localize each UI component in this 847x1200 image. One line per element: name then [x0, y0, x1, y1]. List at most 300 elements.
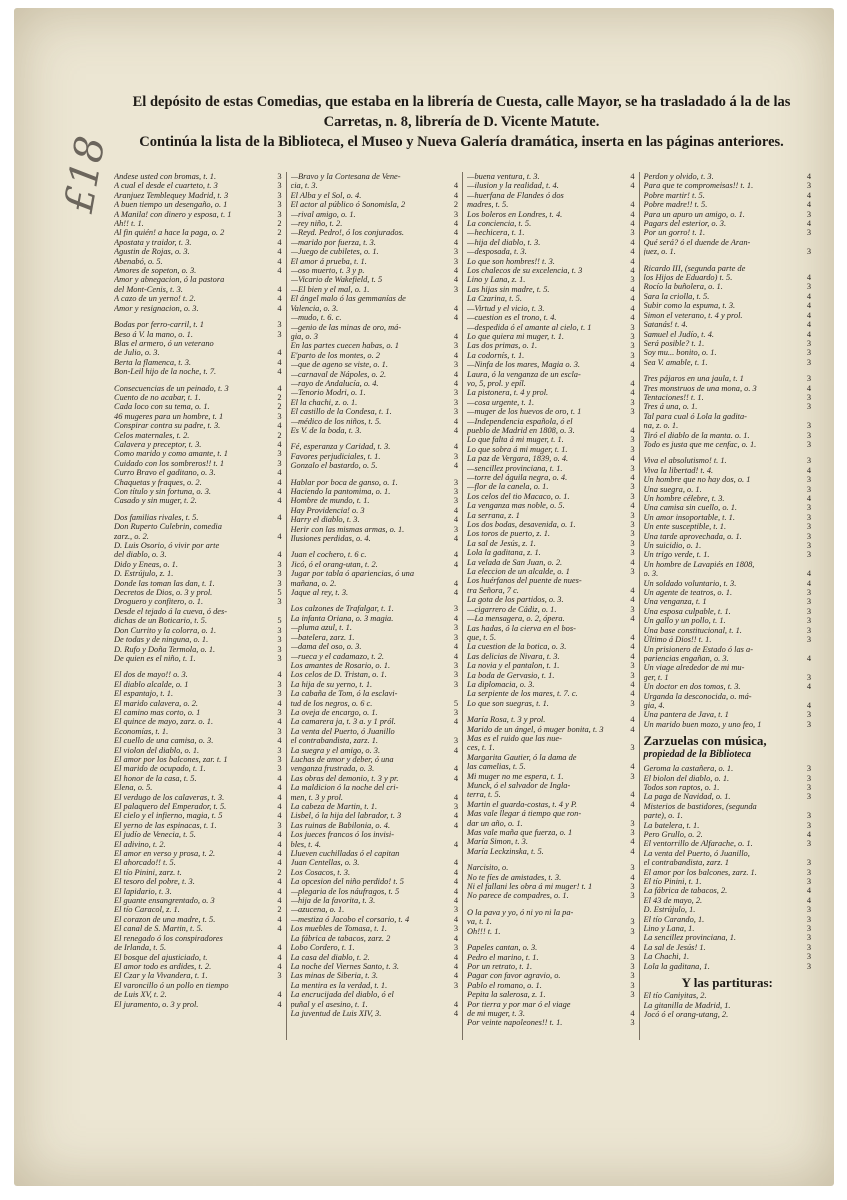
- entry-title: pueblo de Madrid en 1808, o. 3.: [467, 425, 575, 435]
- entry-number: 3: [630, 331, 635, 341]
- entry-title: del Mont-Cenis, t. 3.: [114, 284, 183, 294]
- catalog-entry: [291, 764, 459, 773]
- catalog-entry: [114, 320, 282, 329]
- entry-title: que, t. 5.: [467, 632, 497, 642]
- catalog-entry: [644, 597, 812, 606]
- catalog-entry: [114, 402, 282, 411]
- entry-title: Los jueces francos ó los invisi-: [290, 830, 395, 840]
- entry-title: Con título y sin fortuna, o. 3.: [114, 487, 212, 496]
- entry-title: Tal para cual ó Lola la gadita-: [643, 411, 747, 421]
- entry-number: 4: [277, 886, 282, 896]
- catalog-entry: [467, 294, 635, 303]
- catalog-columns: [110, 172, 815, 1040]
- entry-title: Soy mu... bonito, o. 1.: [643, 348, 717, 358]
- entry-number: 4: [453, 745, 458, 755]
- catalog-entry: [114, 953, 282, 962]
- catalog-entry: [467, 943, 635, 952]
- catalog-entry: [644, 802, 812, 811]
- entry-number: 4: [630, 557, 635, 567]
- catalog-entry: [467, 1018, 635, 1027]
- entry-number: 3: [277, 597, 282, 607]
- catalog-column-4: [640, 172, 816, 1040]
- entry-title: La paga de Navidad, o. 1.: [643, 792, 731, 802]
- catalog-entry: [467, 266, 635, 275]
- catalog-entry: [114, 924, 282, 933]
- entry-number: 3: [277, 707, 282, 717]
- group-gap: [467, 856, 635, 863]
- header-line-2: Carretas, n. 8, librería de D. Vicente Matute.: [323, 114, 600, 130]
- entry-title: —azucena, o. 1.: [290, 905, 345, 915]
- catalog-entry: [467, 285, 635, 294]
- entry-number: 4: [453, 181, 458, 191]
- entry-title: va, t. 1.: [467, 917, 492, 927]
- entry-number: 4: [630, 219, 635, 229]
- catalog-entry: [291, 550, 459, 559]
- catalog-entry: [291, 461, 459, 470]
- header-line-1: El depósito de estas Comedias, que estaba en la librería de Cuesta, calle Mayor, se ha trasladado á la de las: [132, 94, 791, 110]
- entry-title: El juramento, o. 3 y prol.: [114, 999, 199, 1009]
- catalog-entry: [291, 661, 459, 670]
- entry-title: Lobo Cordero, t. 1.: [290, 943, 355, 953]
- entry-title: Las hijas sin madre, t. 5.: [467, 284, 550, 294]
- entry-title: Los calzones de Trafalgar, t. 1.: [290, 604, 394, 614]
- entry-title: las camelias, t. 5.: [467, 762, 526, 772]
- catalog-entry: [114, 727, 282, 736]
- entry-number: 4: [453, 416, 458, 426]
- entry-number: 4: [453, 219, 458, 229]
- entry-title: La suegra y el amigo, o. 3.: [290, 745, 381, 755]
- entry-title: —Bravo y la Cortesana de Vene-: [290, 172, 401, 181]
- catalog-entry: [114, 367, 282, 376]
- entry-title: El tío Caracol, z. 1.: [114, 905, 180, 915]
- entry-number: 3: [630, 863, 635, 873]
- catalog-entry: [467, 407, 635, 416]
- entry-number: [808, 692, 811, 701]
- entry-number: 3: [806, 635, 811, 645]
- entry-number: 4: [630, 425, 635, 435]
- entry-title: Papeles cantan, o. 3.: [467, 943, 538, 953]
- entry-number: 4: [453, 651, 458, 661]
- catalog-entry: [114, 588, 282, 597]
- catalog-entry: [467, 908, 635, 917]
- entry-number: 4: [453, 534, 458, 544]
- catalog-entry: [467, 586, 635, 595]
- entry-title: El tío Pinini, t. 1.: [643, 877, 702, 887]
- entry-number: 4: [453, 331, 458, 341]
- entry-number: 3: [277, 200, 282, 210]
- entry-title: Último á Dios!! t. 1.: [643, 635, 712, 645]
- entry-title: Tres pájaros en una jaula, t. 1: [643, 374, 744, 384]
- entry-title: venganza frustrada, o. 3.: [290, 764, 375, 774]
- catalog-entry: [114, 468, 282, 477]
- catalog-entry: [644, 393, 812, 402]
- entry-title: Sara la criolla, t. 5.: [643, 291, 710, 301]
- entry-number: 3: [806, 402, 811, 412]
- catalog-entry: [291, 579, 459, 588]
- entry-title: El castillo de la Condesa, t. 1.: [290, 407, 392, 417]
- entry-title: —mudo, t. 6. c.: [290, 313, 342, 323]
- entry-title: los Hijos de Eduardo) t. 5.: [643, 273, 733, 283]
- entry-title: —torre del águila negra, o. 4.: [467, 473, 568, 482]
- catalog-entry: [291, 1009, 459, 1018]
- catalog-entry: [114, 210, 282, 219]
- entry-number: [279, 981, 282, 990]
- entry-title: La novia y el pantalon, t. 1.: [467, 661, 560, 671]
- catalog-entry: [467, 762, 635, 771]
- entry-title: Tiró el diablo de la manta. o. 1.: [643, 430, 750, 440]
- catalog-entry: [644, 358, 812, 367]
- entry-title: El tesoro del pobre, t. 3.: [114, 877, 195, 887]
- entry-title: Simon el veterano, t. 4 y prol.: [643, 310, 743, 320]
- entry-number: 3: [277, 458, 282, 468]
- entry-title: El tío Caniyitas, 2.: [643, 991, 707, 1001]
- entry-title: Laura, ó la venganza de un escla-: [467, 369, 581, 379]
- entry-title: Por un gorro! t. 1.: [643, 228, 706, 238]
- catalog-entry: [114, 981, 282, 990]
- catalog-entry: [467, 734, 635, 743]
- entry-title: La Czarina, t. 5.: [467, 294, 522, 304]
- catalog-entry: [644, 991, 812, 1000]
- entry-number: 3: [453, 388, 458, 398]
- entry-title: —ilusion y la realidad, t. 4.: [467, 181, 559, 191]
- entry-title: Un hombre célebre, t. 3.: [643, 494, 725, 503]
- entry-title: Andese usted con bromas, t. 1.: [114, 172, 217, 181]
- catalog-entry: [291, 971, 459, 980]
- catalog-entry: [114, 717, 282, 726]
- catalog-entry: [291, 802, 459, 811]
- entry-number: 3: [630, 538, 635, 548]
- catalog-entry: [114, 746, 282, 755]
- catalog-entry: [114, 905, 282, 914]
- entry-number: 3: [806, 877, 811, 887]
- catalog-entry: [644, 673, 812, 682]
- catalog-entry: [114, 384, 282, 393]
- catalog-entry: [644, 466, 812, 475]
- catalog-entry: [114, 616, 282, 625]
- entry-title: El marido de ocupado, t. 1.: [114, 764, 206, 774]
- entry-title: Lo que son hombres!! t. 3.: [467, 256, 555, 266]
- entry-title: Por un retrato, t. 1.: [467, 961, 533, 971]
- catalog-entry: [467, 837, 635, 846]
- entry-number: 3: [806, 522, 811, 532]
- entry-title: D. Luis Osorio, ó vivir por arte: [114, 541, 220, 551]
- catalog-entry: [114, 645, 282, 654]
- entry-number: [279, 607, 282, 616]
- catalog-entry: [291, 360, 459, 369]
- catalog-entry: [114, 934, 282, 943]
- entry-title: —Reyd. Pedro!, ó los conjurados.: [290, 228, 404, 238]
- entry-title: —muger de los huevos de oro, t. 1: [467, 407, 582, 417]
- entry-number: 2: [277, 905, 282, 915]
- catalog-entry: [291, 191, 459, 200]
- entry-title: La cabaña de Tom, ó la esclavi-: [290, 689, 398, 699]
- entry-title: Cada loco con su tema, o. 1.: [114, 402, 210, 412]
- entry-title: Hay Providencia! o. 3: [290, 505, 365, 515]
- catalog-entry: [467, 529, 635, 538]
- entry-number: 3: [453, 632, 458, 642]
- entry-title: No parece de compadres, o. 1.: [467, 891, 569, 901]
- entry-number: 3: [630, 771, 635, 781]
- entry-number: 3: [806, 247, 811, 257]
- entry-number: 3: [277, 635, 282, 645]
- partituras-list: [644, 991, 812, 1019]
- entry-number: 3: [630, 971, 635, 981]
- entry-title: Un hombre que no hay dos, o. 1: [643, 475, 751, 485]
- catalog-entry: [644, 330, 812, 339]
- catalog-entry: [467, 520, 635, 529]
- entry-number: 4: [277, 303, 282, 313]
- entry-number: 3: [630, 926, 635, 936]
- entry-number: 4: [806, 200, 811, 210]
- entry-number: 3: [806, 924, 811, 934]
- entry-number: 4: [453, 505, 458, 515]
- entry-number: 3: [806, 338, 811, 348]
- catalog-entry: [114, 440, 282, 449]
- catalog-entry: [644, 282, 812, 291]
- catalog-entry: [644, 868, 812, 877]
- entry-title: Una venganza, t. 1: [643, 597, 707, 607]
- catalog-entry: [114, 670, 282, 679]
- catalog-entry: [644, 1010, 812, 1019]
- catalog-entry: [114, 560, 282, 569]
- catalog-entry: [291, 924, 459, 933]
- entry-number: 3: [453, 707, 458, 717]
- entry-title: —Vicario de Wakefield, t. 5: [290, 275, 383, 285]
- catalog-entry: [644, 485, 812, 494]
- entry-title: María Rosa, t. 3 y prol.: [467, 715, 546, 725]
- catalog-entry: [644, 692, 812, 701]
- entry-title: bles, t. 4.: [290, 839, 321, 849]
- entry-number: 4: [630, 790, 635, 800]
- catalog-entry: [114, 736, 282, 745]
- catalog-entry: [291, 604, 459, 613]
- entry-title: gia, o. 3: [290, 331, 318, 341]
- entry-title: —cosa urgente, t. 1.: [467, 397, 535, 407]
- catalog-entry: [644, 456, 812, 465]
- catalog-entry: [114, 689, 282, 698]
- entry-title: ces, t. 1.: [467, 743, 495, 753]
- entry-title: Tres monstruos de una mona, o. 3: [643, 383, 757, 393]
- entry-title: Una tarde aprovechada, o. 1.: [643, 531, 742, 541]
- entry-number: 4: [806, 895, 811, 905]
- entry-number: 4: [453, 350, 458, 360]
- entry-number: 3: [453, 980, 458, 990]
- entry-number: 3: [630, 520, 635, 530]
- entry-number: 4: [806, 830, 811, 839]
- catalog-entry: [644, 494, 812, 503]
- entry-number: 3: [630, 482, 635, 492]
- catalog-entry: [467, 863, 635, 872]
- entry-title: Conspirar contra su padre, t. 3.: [114, 421, 221, 431]
- entry-number: 3: [630, 990, 635, 1000]
- entry-title: La casa del diablo, t. 2.: [290, 952, 370, 962]
- entry-number: 4: [806, 700, 811, 710]
- entry-title: Margarita Gautier, ó la dama de: [467, 752, 577, 762]
- catalog-entry: [291, 623, 459, 632]
- entry-number: 4: [277, 999, 282, 1009]
- entry-title: Hablar por boca de ganso, o. 1.: [290, 477, 398, 487]
- entry-number: [455, 990, 458, 999]
- entry-title: El varoncillo ó un pollo en tiempo: [114, 980, 229, 990]
- catalog-entry: [467, 304, 635, 313]
- catalog-entry: [114, 393, 282, 402]
- entry-title: D. Estrújulo, 1.: [643, 905, 696, 915]
- entry-title: La fábrica de tabacos, 2.: [643, 886, 728, 896]
- entry-number: 3: [277, 679, 282, 689]
- entry-number: [279, 522, 282, 531]
- catalog-entry: [644, 886, 812, 895]
- entry-number: 4: [277, 858, 282, 868]
- catalog-entry: [114, 247, 282, 256]
- entry-title: A Manila! con dinero y esposa, t. 1: [114, 209, 232, 219]
- entry-title: Consecuencias de un peinado, t. 3: [114, 383, 229, 393]
- entry-number: [808, 849, 811, 858]
- catalog-entry: [467, 238, 635, 247]
- entry-number: 4: [630, 454, 635, 464]
- catalog-entry: [114, 191, 282, 200]
- entry-title: En las partes cuecen habas, o. 1: [290, 341, 399, 351]
- catalog-entry: [291, 332, 459, 341]
- catalog-entry: [467, 257, 635, 266]
- catalog-entry: [467, 445, 635, 454]
- entry-number: 4: [630, 501, 635, 511]
- entry-number: 4: [453, 971, 458, 981]
- entry-number: 4: [453, 313, 458, 323]
- catalog-entry: [644, 191, 812, 200]
- entry-title: tra Señora, 7 c.: [467, 585, 519, 595]
- entry-title: ger, t. 1: [643, 672, 669, 682]
- entry-number: 4: [453, 867, 458, 877]
- entry-title: madres, t. 5.: [467, 200, 509, 210]
- catalog-entry: [114, 330, 282, 339]
- entry-title: La sal de Jesús, z. 1.: [467, 538, 536, 548]
- entry-number: 4: [277, 830, 282, 840]
- entry-number: 4: [630, 651, 635, 661]
- entry-title: Lo que falta á mi muger, t. 1.: [467, 435, 564, 445]
- entry-title: —La mensagera, o. 2, ópera.: [467, 614, 565, 624]
- entry-title: Ricardo III, (segunda parte de: [643, 263, 746, 273]
- entry-number: [632, 781, 635, 790]
- entry-number: 4: [806, 886, 811, 896]
- entry-title: —sencillez provinciana, t. 1.: [467, 463, 563, 473]
- group-gap: [114, 506, 282, 513]
- catalog-entry: [291, 934, 459, 943]
- entry-title: El ventorrillo de Alfarache, o. 1.: [643, 839, 753, 849]
- entry-number: 3: [630, 341, 635, 351]
- entry-number: 4: [630, 585, 635, 595]
- catalog-entry: [114, 990, 282, 999]
- entry-title: Valencia, o. 3.: [290, 303, 339, 313]
- entry-number: 3: [630, 397, 635, 407]
- catalog-entry: [291, 442, 459, 451]
- entry-number: 4: [277, 247, 282, 257]
- catalog-entry: [644, 635, 812, 644]
- entry-number: 3: [453, 477, 458, 487]
- entry-number: 3: [277, 569, 282, 579]
- entry-number: 3: [630, 463, 635, 473]
- entry-title: La venta del Puerto, ó Juanillo: [290, 726, 395, 736]
- group-gap: [467, 936, 635, 943]
- catalog-entry: [467, 435, 635, 444]
- entry-title: —buena ventura, t. 3.: [467, 172, 540, 181]
- catalog-entry: [291, 652, 459, 661]
- entry-title: La fábrica de tabacos, zarz. 2: [290, 933, 391, 943]
- catalog-entry: [644, 273, 812, 282]
- entry-number: 4: [453, 461, 458, 471]
- entry-title: 46 mugeres para un hombre, t. 1: [114, 411, 224, 421]
- catalog-entry: [291, 313, 459, 322]
- entry-title: Chaquetas y fraques, o. 2.: [114, 477, 202, 487]
- catalog-entry: [467, 473, 635, 482]
- catalog-entry: [114, 496, 282, 505]
- group-gap: [467, 901, 635, 908]
- entry-title: Una camisa sin cuello, o. 1.: [643, 503, 738, 513]
- catalog-entry: [467, 882, 635, 891]
- entry-number: 4: [277, 487, 282, 496]
- entry-number: 4: [630, 642, 635, 652]
- entry-number: 4: [453, 550, 458, 560]
- catalog-entry: [114, 755, 282, 764]
- catalog-entry: [114, 579, 282, 588]
- catalog-entry: [114, 971, 282, 980]
- catalog-entry: [114, 219, 282, 228]
- entry-number: 4: [630, 837, 635, 847]
- catalog-entry: [291, 172, 459, 181]
- catalog-entry: [291, 981, 459, 990]
- entry-title: Los dos bodas, desavenida, o. 1.: [467, 520, 576, 530]
- catalog-entry: [467, 819, 635, 828]
- entry-number: 3: [277, 644, 282, 654]
- entry-title: Los chalecos de su excelencia, t. 3: [467, 266, 583, 276]
- entry-number: 2: [277, 228, 282, 238]
- entry-title: La diplomacia, o. 3.: [467, 679, 535, 689]
- entry-title: La paz de Vergara, 1839, o. 4.: [467, 454, 569, 464]
- entry-title: —pluma azul, t. 1.: [290, 623, 352, 633]
- entry-title: Un soldado voluntario, t. 3.: [643, 578, 737, 588]
- entry-number: 4: [630, 237, 635, 247]
- catalog-entry: [644, 792, 812, 801]
- catalog-entry: [291, 200, 459, 209]
- entry-number: [808, 560, 811, 569]
- catalog-entry: [291, 717, 459, 726]
- catalog-entry: [644, 933, 812, 942]
- entry-number: 4: [453, 559, 458, 569]
- entry-title: de Julio, o. 3.: [114, 348, 160, 358]
- entry-title: El ángel malo ó las gemmanías de: [290, 294, 406, 304]
- entry-number: 4: [630, 724, 635, 734]
- entry-title: Los amantes de Rosario, o. 1.: [290, 660, 391, 670]
- entry-title: La hija de su yerno, t. 1.: [290, 679, 373, 689]
- entry-number: 4: [277, 512, 282, 522]
- entry-title: Ah!! t. 1.: [114, 219, 144, 229]
- entry-number: 3: [277, 971, 282, 981]
- entry-number: 4: [630, 679, 635, 689]
- catalog-entry: [114, 868, 282, 877]
- entry-title: Es V. de la boda, t. 3.: [290, 425, 362, 435]
- catalog-entry: [114, 513, 282, 522]
- catalog-entry: [467, 172, 635, 181]
- entry-title: El guante ensangrentado, o. 3: [114, 896, 215, 906]
- entry-title: —despedida ó el amante al cielo, t. 1: [467, 322, 592, 332]
- entry-title: Jocó ó el orang-utang, 2.: [643, 1009, 729, 1019]
- catalog-entry: [644, 783, 812, 792]
- entry-number: 5: [277, 588, 282, 598]
- catalog-entry: [114, 802, 282, 811]
- entry-title: Los Cosacos, t. 3.: [290, 867, 351, 877]
- entry-number: 3: [806, 541, 811, 551]
- entry-number: 3: [806, 430, 811, 440]
- entry-number: [455, 755, 458, 764]
